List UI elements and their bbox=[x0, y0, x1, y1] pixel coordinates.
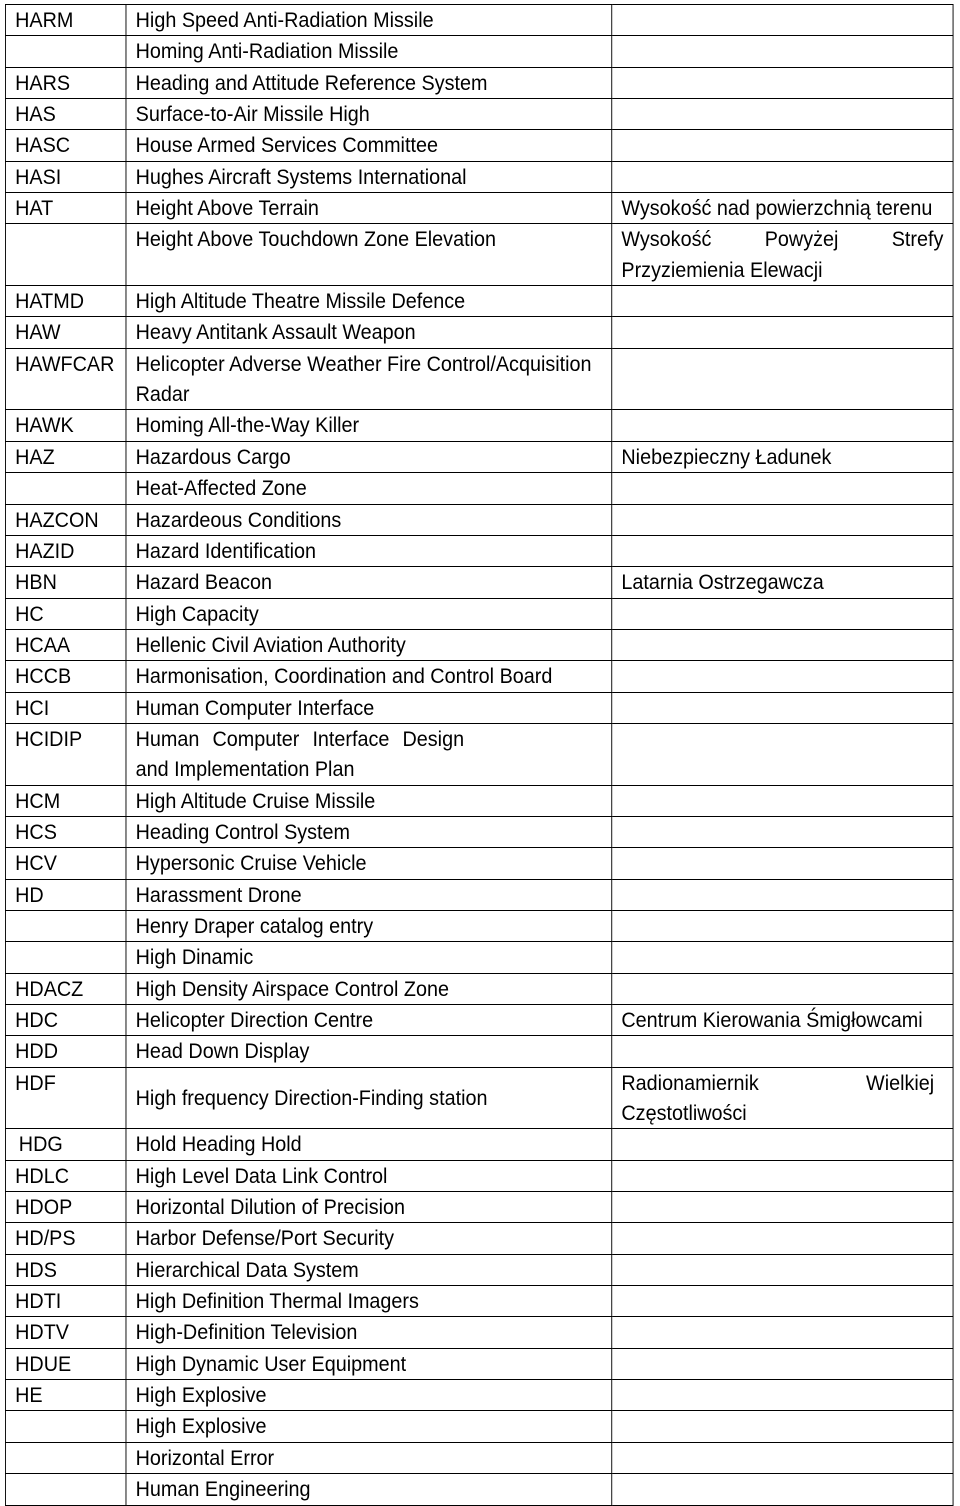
english-term: Heading Control System bbox=[126, 816, 612, 847]
table-row bbox=[5, 692, 953, 723]
abbreviation: HDG bbox=[5, 1129, 126, 1160]
polish-term bbox=[612, 1192, 953, 1223]
abbreviation: HDD bbox=[5, 1036, 126, 1067]
polish-term bbox=[612, 598, 953, 629]
table-row bbox=[5, 879, 953, 910]
abbreviation: HDUE bbox=[5, 1348, 126, 1379]
polish-term bbox=[612, 661, 953, 692]
table-row bbox=[5, 1129, 953, 1160]
abbreviation: HDF bbox=[5, 1067, 126, 1129]
table-row bbox=[5, 67, 953, 98]
english-term: High Dynamic User Equipment bbox=[126, 1348, 612, 1379]
table-row bbox=[5, 785, 953, 816]
abbreviation bbox=[5, 942, 126, 973]
abbreviation: HATMD bbox=[5, 286, 126, 317]
english-term: Height Above Terrain bbox=[126, 193, 612, 224]
english-term: High Altitude Cruise Missile bbox=[126, 785, 612, 816]
table-row bbox=[5, 224, 953, 286]
table-row bbox=[5, 504, 953, 535]
polish-term: Radionamiernik Wielkiej Częstotliwości bbox=[612, 1067, 953, 1129]
abbreviation bbox=[5, 910, 126, 941]
table-row bbox=[5, 973, 953, 1004]
english-term: Harmonisation, Coordination and Control Board bbox=[126, 661, 612, 692]
english-term: Hughes Aircraft Systems International bbox=[126, 161, 612, 192]
table-row bbox=[5, 1442, 953, 1473]
polish-term bbox=[612, 535, 953, 566]
english-term: Homing All-the-Way Killer bbox=[126, 410, 612, 441]
abbreviation: HCI bbox=[5, 692, 126, 723]
polish-term bbox=[612, 816, 953, 847]
abbreviation: HDLC bbox=[5, 1160, 126, 1191]
english-term: Horizontal Error bbox=[126, 1442, 612, 1473]
english-term: High Explosive bbox=[126, 1411, 612, 1442]
polish-term bbox=[612, 1317, 953, 1348]
english-term: Heavy Antitank Assault Weapon bbox=[126, 317, 612, 348]
abbreviation: HCIDIP bbox=[5, 723, 126, 785]
table-row bbox=[5, 535, 953, 566]
table-row bbox=[5, 661, 953, 692]
polish-term bbox=[612, 1348, 953, 1379]
polish-term bbox=[612, 629, 953, 660]
english-term: High Explosive bbox=[126, 1380, 612, 1411]
table-row bbox=[5, 1160, 953, 1191]
abbreviation: HAWK bbox=[5, 410, 126, 441]
english-term: Head Down Display bbox=[126, 1036, 612, 1067]
english-term: High Level Data Link Control bbox=[126, 1160, 612, 1191]
abbreviation: HDTI bbox=[5, 1286, 126, 1317]
abbreviation: HD bbox=[5, 879, 126, 910]
english-term: House Armed Services Committee bbox=[126, 130, 612, 161]
english-term: Height Above Touchdown Zone Elevation bbox=[126, 224, 612, 286]
english-term: Surface-to-Air Missile High bbox=[126, 99, 612, 130]
polish-term bbox=[612, 1129, 953, 1160]
abbreviation: HDC bbox=[5, 1005, 126, 1036]
glossary-table bbox=[5, 4, 954, 1506]
polish-term bbox=[612, 348, 953, 410]
table-row bbox=[5, 942, 953, 973]
polish-term bbox=[612, 692, 953, 723]
table-row bbox=[5, 130, 953, 161]
abbreviation bbox=[5, 36, 126, 67]
table-row bbox=[5, 1223, 953, 1254]
polish-term bbox=[612, 317, 953, 348]
abbreviation: HCV bbox=[5, 848, 126, 879]
abbreviation bbox=[5, 224, 126, 286]
polish-term bbox=[612, 848, 953, 879]
abbreviation: HAZ bbox=[5, 441, 126, 472]
abbreviation bbox=[5, 1442, 126, 1473]
polish-term bbox=[612, 1254, 953, 1285]
table-row bbox=[5, 348, 953, 410]
table-row bbox=[5, 193, 953, 224]
abbreviation: HCAA bbox=[5, 629, 126, 660]
abbreviation: HAWFCAR bbox=[5, 348, 126, 410]
english-term: High frequency Direction-Finding station bbox=[126, 1067, 612, 1129]
polish-term bbox=[612, 67, 953, 98]
table-row bbox=[5, 910, 953, 941]
polish-term bbox=[612, 5, 953, 36]
english-term: Henry Draper catalog entry bbox=[126, 910, 612, 941]
english-term: Harassment Drone bbox=[126, 879, 612, 910]
english-term: High-Definition Television bbox=[126, 1317, 612, 1348]
polish-term bbox=[612, 910, 953, 941]
english-term: Hazard Identification bbox=[126, 535, 612, 566]
polish-term bbox=[612, 785, 953, 816]
english-term: Hazardeous Conditions bbox=[126, 504, 612, 535]
polish-term bbox=[612, 1036, 953, 1067]
english-term: Hierarchical Data System bbox=[126, 1254, 612, 1285]
english-term: Hypersonic Cruise Vehicle bbox=[126, 848, 612, 879]
table-row bbox=[5, 410, 953, 441]
english-term: Hazardous Cargo bbox=[126, 441, 612, 472]
abbreviation: HC bbox=[5, 598, 126, 629]
abbreviation: HCS bbox=[5, 816, 126, 847]
table-row bbox=[5, 286, 953, 317]
abbreviation: HAZCON bbox=[5, 504, 126, 535]
abbreviation bbox=[5, 1474, 126, 1505]
table-row bbox=[5, 1067, 953, 1129]
english-term: Hazard Beacon bbox=[126, 567, 612, 598]
abbreviation: HBN bbox=[5, 567, 126, 598]
polish-term bbox=[612, 410, 953, 441]
polish-term bbox=[612, 36, 953, 67]
abbreviation: HCM bbox=[5, 785, 126, 816]
polish-term bbox=[612, 1411, 953, 1442]
english-term: High Altitude Theatre Missile Defence bbox=[126, 286, 612, 317]
abbreviation: HARS bbox=[5, 67, 126, 98]
abbreviation: HAS bbox=[5, 99, 126, 130]
polish-term bbox=[612, 1474, 953, 1505]
polish-term bbox=[612, 879, 953, 910]
english-term: High Dinamic bbox=[126, 942, 612, 973]
english-term: Helicopter Adverse Weather Fire Control/Acquisition Radar bbox=[126, 348, 612, 410]
table-row bbox=[5, 1348, 953, 1379]
table-row bbox=[5, 1380, 953, 1411]
abbreviation: HDS bbox=[5, 1254, 126, 1285]
table-row bbox=[5, 598, 953, 629]
polish-term bbox=[612, 130, 953, 161]
table-row bbox=[5, 473, 953, 504]
polish-term bbox=[612, 473, 953, 504]
table-row bbox=[5, 848, 953, 879]
english-term: Homing Anti-Radiation Missile bbox=[126, 36, 612, 67]
table-row bbox=[5, 36, 953, 67]
table-row bbox=[5, 723, 953, 785]
abbreviation: HD/PS bbox=[5, 1223, 126, 1254]
table-row bbox=[5, 441, 953, 472]
english-term: Hold Heading Hold bbox=[126, 1129, 612, 1160]
english-term: Human Engineering bbox=[126, 1474, 612, 1505]
english-term: Horizontal Dilution of Precision bbox=[126, 1192, 612, 1223]
table-row bbox=[5, 1286, 953, 1317]
table-row bbox=[5, 1411, 953, 1442]
polish-term bbox=[612, 942, 953, 973]
english-term: Human Computer Interface Design and Implementation Plan bbox=[126, 723, 612, 785]
polish-term: Latarnia Ostrzegawcza bbox=[612, 567, 953, 598]
polish-term: Wysokość nad powierzchnią terenu bbox=[612, 193, 953, 224]
table-row bbox=[5, 99, 953, 130]
abbreviation: HAZID bbox=[5, 535, 126, 566]
table-row bbox=[5, 1192, 953, 1223]
abbreviation: HARM bbox=[5, 5, 126, 36]
abbreviation: HDACZ bbox=[5, 973, 126, 1004]
polish-term bbox=[612, 723, 953, 785]
polish-term bbox=[612, 973, 953, 1004]
table-row bbox=[5, 1474, 953, 1505]
table-row bbox=[5, 816, 953, 847]
english-term: High Capacity bbox=[126, 598, 612, 629]
english-term: Heading and Attitude Reference System bbox=[126, 67, 612, 98]
polish-term bbox=[612, 161, 953, 192]
polish-term bbox=[612, 1223, 953, 1254]
english-term: High Density Airspace Control Zone bbox=[126, 973, 612, 1004]
english-term: Heat-Affected Zone bbox=[126, 473, 612, 504]
polish-term bbox=[612, 1380, 953, 1411]
abbreviation: HAT bbox=[5, 193, 126, 224]
table-row bbox=[5, 1036, 953, 1067]
abbreviation: HASC bbox=[5, 130, 126, 161]
polish-term: Centrum Kierowania Śmigłowcami bbox=[612, 1005, 953, 1036]
polish-term bbox=[612, 99, 953, 130]
english-term: Helicopter Direction Centre bbox=[126, 1005, 612, 1036]
abbreviation: HDTV bbox=[5, 1317, 126, 1348]
abbreviation: HASI bbox=[5, 161, 126, 192]
abbreviation: HDOP bbox=[5, 1192, 126, 1223]
table-row bbox=[5, 1317, 953, 1348]
english-term: Human Computer Interface bbox=[126, 692, 612, 723]
abbreviation: HE bbox=[5, 1380, 126, 1411]
english-term: High Definition Thermal Imagers bbox=[126, 1286, 612, 1317]
table-row bbox=[5, 1254, 953, 1285]
english-term: High Speed Anti-Radiation Missile bbox=[126, 5, 612, 36]
abbreviation bbox=[5, 1411, 126, 1442]
polish-term bbox=[612, 504, 953, 535]
table-row bbox=[5, 629, 953, 660]
english-term: Harbor Defense/Port Security bbox=[126, 1223, 612, 1254]
polish-term bbox=[612, 286, 953, 317]
abbreviation bbox=[5, 473, 126, 504]
polish-term bbox=[612, 1286, 953, 1317]
english-term: Hellenic Civil Aviation Authority bbox=[126, 629, 612, 660]
polish-term: Wysokość Powyżej Strefy Przyziemienia Elewacji bbox=[612, 224, 953, 286]
table-row bbox=[5, 317, 953, 348]
polish-term bbox=[612, 1442, 953, 1473]
polish-term bbox=[612, 1160, 953, 1191]
abbreviation: HAW bbox=[5, 317, 126, 348]
table-row bbox=[5, 161, 953, 192]
polish-term: Niebezpieczny Ładunek bbox=[612, 441, 953, 472]
table-row bbox=[5, 5, 953, 36]
table-row bbox=[5, 567, 953, 598]
abbreviation: HCCB bbox=[5, 661, 126, 692]
table-row bbox=[5, 1005, 953, 1036]
